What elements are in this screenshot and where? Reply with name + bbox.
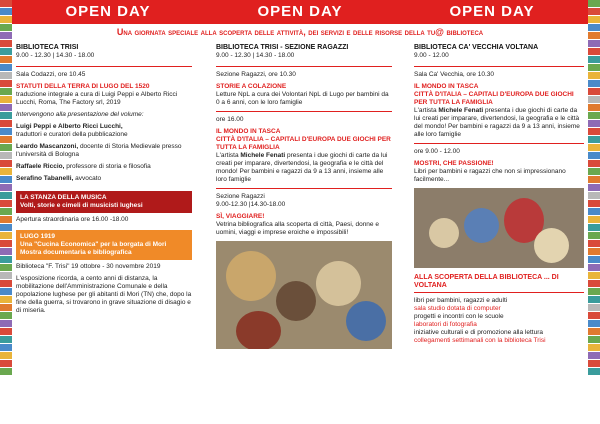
col3-event1-title: IL MONDO IN TASCA	[414, 83, 479, 90]
lugo-title: LUGO 1919	[20, 233, 56, 240]
book-spine-border-right	[588, 0, 600, 424]
col2-divider-2	[216, 111, 392, 112]
col3-discover-item: iniziative culturali e di promozione alla lettura	[414, 329, 543, 336]
col1-title: BIBLIOTECA TRISI	[16, 44, 79, 51]
col2-event2-desc	[216, 152, 392, 184]
col3-event1-desc	[414, 107, 584, 139]
col2-time2: ore 16.00	[216, 116, 244, 123]
lugo-desc: Una "Cucina Economica" per la borgata di Mori Mostra documentaria e bibliografica	[20, 241, 167, 256]
col3-discover-item: laboratori di fotografia	[414, 321, 477, 328]
col2-event1-desc: Letture NpL a cura dei Volontari NpL di Lugo per bambini da 0 a 6 anni, con le loro famiglie	[216, 91, 389, 106]
col3-discover-title: ALLA SCOPERTA DELLA BIBLIOTECA ... DI VOLTANA	[414, 274, 559, 289]
col3-event1-sub: CITTÀ D'ITALIA – CAPITALI D'EUROPA DUE GIOCHI PER TUTTA LA FAMIGLIA	[414, 91, 574, 106]
speaker-item	[16, 123, 192, 139]
reading-session-photo	[414, 188, 584, 268]
col1-event-desc: traduzione integrale a cura di Luigi Peppi e Alberto Ricci Lucchi, Roma, The Factory srl, 2019	[16, 91, 178, 106]
col3-divider	[414, 66, 584, 67]
col3-title: BIBLIOTECA CA' VECCHIA VOLTANA	[414, 44, 539, 51]
header-bar	[12, 0, 588, 24]
col2-event2-title: IL MONDO IN TASCA	[216, 128, 281, 135]
col2-room3: Sezione Ragazzi	[216, 193, 265, 200]
col3-discover-item: progetti e incontri con le scuole	[414, 313, 504, 320]
music-subtitle: Volti, storie e cimeli di musicisti lughesi	[20, 202, 143, 209]
lugo-dates: Biblioteca "F. Trisi" 19 ottobre - 30 novembre 2019	[16, 263, 161, 270]
header-title-3: OPEN DAY	[449, 3, 535, 20]
col3-discover-item: sala studio dotata di computer	[414, 305, 501, 312]
col2-event1-title: STORIE A COLAZIONE	[216, 83, 287, 90]
music-room-box	[16, 191, 192, 213]
col3-time2: ore 9.00 - 12.00	[414, 148, 460, 155]
col3-event1-artist: Michele Fenati	[438, 107, 484, 114]
col1-divider	[16, 66, 192, 67]
header-title-1: OPEN DAY	[65, 3, 151, 20]
column-ca-vecchia-voltana	[414, 44, 584, 424]
col2-event2-sub: CITTÀ D'ITALIA – CAPITALI D'EUROPA DUE GIOCHI PER TUTTA LA FAMIGLIA	[216, 136, 391, 151]
speaker-name: Luigi Peppi e Alberto Ricci Lucchi,	[16, 123, 123, 130]
col3-event2-desc: Libri per bambini e ragazzi che non si impressionano facilmente...	[414, 168, 566, 183]
speaker-role: professore di storia e filosofia	[66, 163, 151, 170]
speaker-name: Serafino Tabanelli,	[16, 175, 74, 182]
speaker-role: docente di Storia Medievale presso l'università di Bologna	[16, 143, 182, 158]
col2-event3-desc: Vetrina bibliografica alla scoperta di città, Paesi, donne e uomini, viaggi e imprese eroiche e impossibili!	[216, 221, 379, 236]
col2-title: BIBLIOTECA TRISI - SEZIONE RAGAZZI	[216, 44, 349, 51]
speaker-role: traduttori e curatori della pubblicazione	[16, 131, 128, 138]
col1-event-title: STATUTI DELLA TERRA DI LUGO DEL 1520	[16, 83, 150, 90]
col2-divider-3	[216, 188, 392, 189]
music-hours: Apertura straordinaria ore 16.00 -18.00	[16, 216, 129, 223]
col2-event2-artist: Michele Fenati	[240, 152, 286, 159]
col3-event1-desc-pre: L'artista	[414, 107, 439, 114]
speaker-item	[16, 163, 192, 171]
col3-room: Sala Ca' Vecchia, ore 10.30	[414, 71, 495, 78]
subtitle: Una giornata speciale alla scoperta delle attività, dei servizi e delle risorse della tu@ biblioteca	[116, 27, 484, 37]
col3-event1-desc-rest: presenta i due giochi di carte da lui creati per imparare, divertendosi, la geografia e le città del mondo! Per bambini e ragazzi da 9 a 13 anni, insieme alle loro famiglie	[414, 107, 580, 138]
col1-hours: 9.00 - 12.30 | 14.30 - 18.00	[16, 52, 95, 59]
header-title-2: OPEN DAY	[257, 3, 343, 20]
speaker-name: Leardo Mascanzoni,	[16, 143, 79, 150]
speaker-item	[16, 143, 192, 159]
col2-hours3: 9.00-12.30 |14.30-18.00	[216, 201, 286, 208]
speaker-name: Raffaele Riccio,	[16, 163, 65, 170]
library-kids-photo	[216, 241, 392, 349]
col2-event2-desc-pre: L'artista	[216, 152, 241, 159]
col1-speakers-intro: Intervengono alla presentazione del volume:	[16, 111, 144, 118]
col3-discover-item: libri per bambini, ragazzi e adulti	[414, 297, 508, 304]
column-sezione-ragazzi	[216, 44, 392, 424]
book-spine-border-left	[0, 0, 12, 424]
music-title: LA STANZA DELLA MUSICA	[20, 194, 107, 201]
speaker-item	[16, 175, 192, 183]
speaker-role: avvocato	[75, 175, 102, 182]
col1-room: Sala Codazzi, ore 10.45	[16, 71, 86, 78]
lugo-text: L'esposizione ricorda, a cento anni di distanza, la mobilitazione dell'Amministrazione Comunale e della popolazione lughese per gli abitanti di Mori (TN) che, dopo la fine della guerra, si trovarono in grave situazione di disagio e di miseria.	[16, 275, 192, 314]
lugo-1919-box	[16, 230, 192, 260]
col2-divider	[216, 66, 392, 67]
col2-event3-title: SÌ, VIAGGIARE!	[216, 213, 265, 220]
col2-room: Sezione Ragazzi, ore 10.30	[216, 71, 296, 78]
col3-event2-title: MOSTRI, CHE PASSIONE!	[414, 160, 494, 167]
column-biblioteca-trisi	[16, 44, 192, 424]
col3-discover-item: collegamenti settimanali con la biblioteca Trisi	[414, 337, 546, 344]
col2-hours: 9.00 - 12.30 | 14.30 - 18.00	[216, 52, 295, 59]
col2-event2-desc-rest: presenta i due giochi di carte da lui creati per imparare, divertendosi, la geografia e le città del mondo! Per bambini e ragazzi da 9 a 13 anni, insieme alle loro famiglie	[216, 152, 388, 183]
col3-divider-2	[414, 143, 584, 144]
col3-divider-3	[414, 292, 584, 293]
col3-hours: 9.00 - 12.00	[414, 52, 449, 59]
